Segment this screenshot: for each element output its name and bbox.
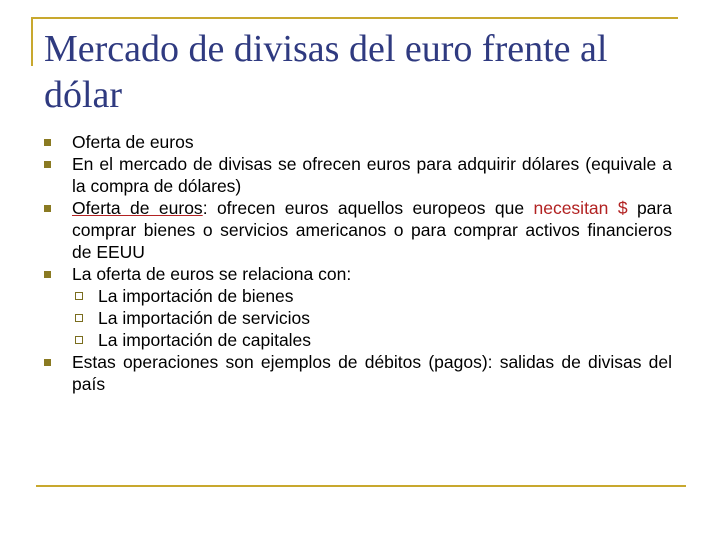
frame-top-line	[31, 17, 678, 19]
frame-bottom-line	[36, 485, 686, 487]
hollow-square-bullet-icon	[75, 314, 83, 322]
hollow-square-bullet-icon	[75, 292, 83, 300]
bullet-text: La oferta de euros se relaciona con:	[72, 264, 352, 284]
bullet-item	[72, 351, 672, 395]
highlighted-word: necesitan	[533, 198, 609, 218]
frame-left-line	[31, 17, 33, 66]
bullet-text: : ofrecen euros aquellos europeos que	[202, 198, 534, 218]
bullet-text: Estas operaciones son ejemplos de débitos (pagos): salidas de divisas del país	[72, 352, 672, 394]
bullet-item	[72, 263, 672, 285]
square-bullet-icon	[44, 161, 51, 168]
bullet-item	[72, 131, 672, 153]
sub-bullet-item	[72, 329, 672, 351]
bullet-text: En el mercado de divisas se ofrecen euros para adquirir dólares (equivale a la compra de dólares)	[72, 154, 672, 196]
square-bullet-icon	[44, 359, 51, 366]
square-bullet-icon	[44, 139, 51, 146]
bullet-text-emphasis: Oferta de euros	[72, 198, 203, 218]
square-bullet-icon	[44, 205, 51, 212]
sub-bullet-text: La importación de servicios	[98, 308, 311, 328]
sub-bullet-text: La importación de capitales	[98, 330, 312, 350]
bullet-item	[72, 153, 672, 197]
bullet-text: Oferta de euros	[72, 132, 194, 152]
bullet-item	[72, 197, 672, 263]
hollow-square-bullet-icon	[75, 336, 83, 344]
slide-body	[72, 131, 672, 395]
bullet-text: para comprar bienes o servicios americanos o para comprar activos financieros de EEUU	[72, 198, 672, 262]
sub-bullet-item	[72, 285, 672, 307]
highlighted-symbol: $	[617, 198, 628, 218]
square-bullet-icon	[44, 271, 51, 278]
slide-title: Mercado de divisas del euro frente al dólar	[44, 28, 608, 116]
sub-bullet-text: La importación de bienes	[98, 286, 294, 306]
sub-bullet-item	[72, 307, 672, 329]
